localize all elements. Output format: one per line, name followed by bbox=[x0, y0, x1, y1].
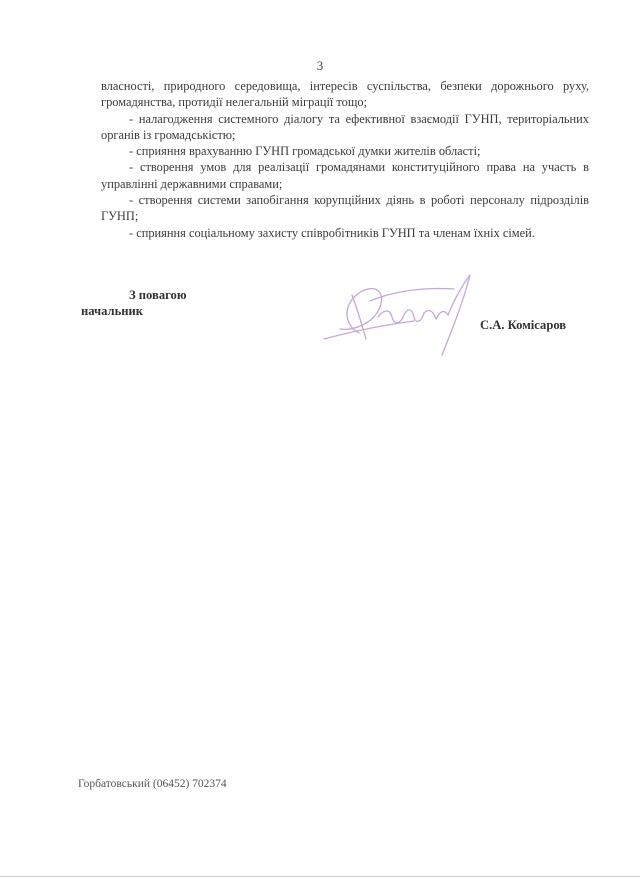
list-item: - створення умов для реалізації громадянами конституційного права на участь в управлінні державними справами; bbox=[101, 160, 589, 191]
paragraph-continuation: власності, природного середовища, інтересів суспільства, безпеки дорожнього руху, громадянства, протидії нелегальній міграції тощо; bbox=[101, 79, 589, 110]
closing-block bbox=[81, 287, 186, 319]
signer-position: начальник bbox=[81, 304, 144, 318]
signer-name: С.А. Комісаров bbox=[480, 318, 567, 332]
closing-salutation: З повагою bbox=[129, 288, 187, 302]
scan-edge-line bbox=[0, 876, 640, 877]
handwritten-signature bbox=[314, 255, 484, 365]
list-item: - сприяння соціальному захисту співробітників ГУНП та членам їхніх сімей. bbox=[129, 225, 535, 240]
executor-contact: Горбатовський (06452) 702374 bbox=[78, 778, 227, 790]
list-item: - налагодження системного діалогу та ефективної взаємодії ГУНП, територіальних органів із громадськістю; bbox=[101, 111, 589, 142]
list-item: - створення системи запобігання корупційних діянь в роботі персоналу підрозділів ГУНП; bbox=[101, 193, 589, 224]
letter-body bbox=[101, 78, 589, 241]
page-number: 3 bbox=[316, 58, 324, 73]
list-item: - сприяння врахуванню ГУНП громадської думки жителів області; bbox=[129, 144, 481, 159]
